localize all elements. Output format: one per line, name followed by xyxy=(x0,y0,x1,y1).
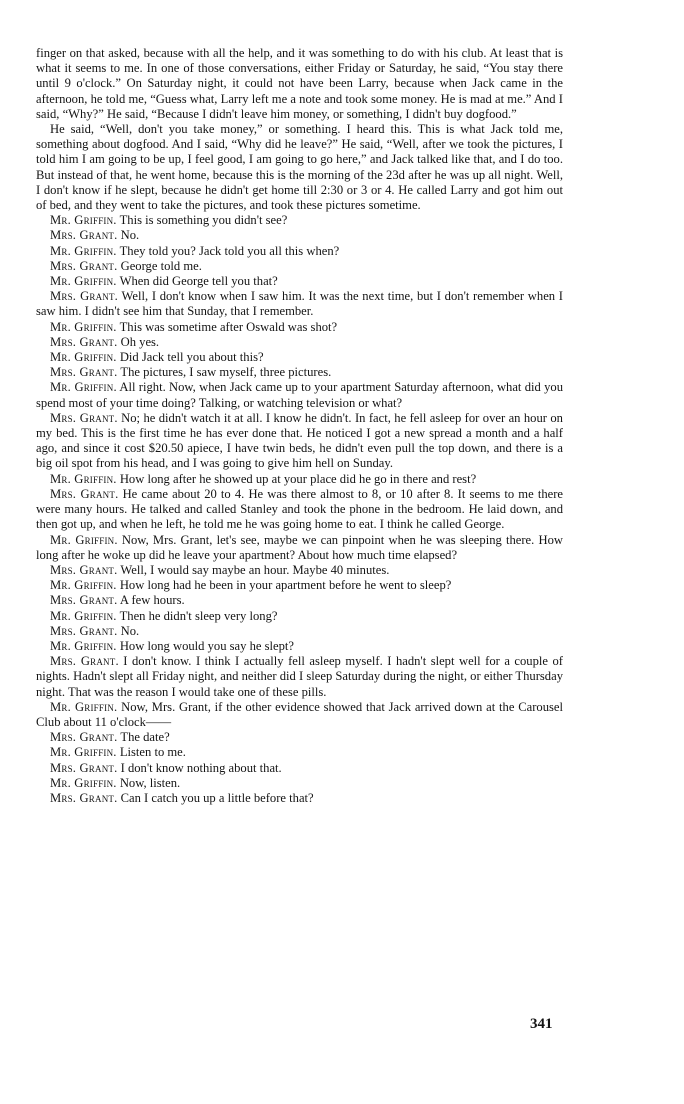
testimony-line xyxy=(36,609,563,624)
speaker-label: Mr. Griffin. xyxy=(50,638,117,653)
paragraph-text: He said, “Well, don't you take money,” or something. I heard this. This is what Jack told me, something about dogfood. And I said, “Why did he leave?” He said, “Well, after we took the pictures, I told him I am going to be up, I feel good, I am going to go here,” and Jack talked like that, and I do too. But instead of that, he went home, because this is the morning of the 23d after he was up all night. Well, I don't know if he slept, because he didn't get home till 2:30 or 3 or 4. He called Larry and got him out of bed, and they went to take the pictures, and took these pictures sometime. xyxy=(36,122,563,213)
speaker-label: Mrs. Grant. xyxy=(50,334,118,349)
testimony-text: No; he didn't watch it at all. I know he didn't. In fact, he fell asleep for over an hour on my bed. This is the first time he has ever done that. He noticed I got a new spread a month and a half ago, and since it cost $20.50 apiece, I have twin beds, he didn't even pull the top down, and there is a big oil spot from his head, and I was going to give him hell on Sunday. xyxy=(36,410,563,471)
speaker-label: Mr. Griffin. xyxy=(50,608,117,623)
testimony-text: I don't know nothing about that. xyxy=(120,760,282,775)
testimony-line xyxy=(36,380,563,410)
testimony-line xyxy=(36,472,563,487)
testimony-line xyxy=(36,791,563,806)
speaker-label: Mrs. Grant. xyxy=(50,654,119,669)
testimony-line xyxy=(36,259,563,274)
testimony-line xyxy=(36,761,563,776)
speaker-label: Mr. Griffin. xyxy=(50,243,117,258)
testimony-text: No. xyxy=(120,623,140,638)
testimony-text: How long after he showed up at your place did he go in there and rest? xyxy=(119,471,477,486)
speaker-label: Mr. Griffin. xyxy=(50,274,117,289)
paragraph-text: finger on that asked, because with all the help, and it was something to do with his club. At least that is what it seems to me. In one of those conversations, either Friday or Saturday, he said, “You stay there until 9 o'clock.” On Saturday night, it could not have been Larry, because when Jack came in the afternoon, he told me, “Guess what, Larry left me a note and took some money. He is mad at me.” And I said, “Why?” He said, “Because I didn't leave him money, or something, I didn't buy dogfood.” xyxy=(36,46,563,121)
speaker-label: Mr. Griffin. xyxy=(50,745,117,760)
testimony-line xyxy=(36,335,563,350)
page-number: 341 xyxy=(530,1016,553,1032)
testimony-line xyxy=(36,533,563,563)
speaker-label: Mrs. Grant. xyxy=(50,623,118,638)
testimony-line xyxy=(36,350,563,365)
testimony-line xyxy=(36,730,563,745)
speaker-label: Mrs. Grant. xyxy=(50,730,118,745)
testimony-text: Then he didn't sleep very long? xyxy=(119,608,278,623)
testimony-line xyxy=(36,776,563,791)
testimony-line xyxy=(36,244,563,259)
speaker-label: Mrs. Grant. xyxy=(50,486,119,501)
speaker-label: Mr. Griffin. xyxy=(50,319,117,334)
testimony-text: How long would you say he slept? xyxy=(119,638,295,653)
testimony-text: They told you? Jack told you all this when? xyxy=(119,243,340,258)
testimony-text: All right. Now, when Jack came up to your apartment Saturday afternoon, what did you spend most of your time doing? Talking, or watching television or what? xyxy=(36,380,563,410)
speaker-label: Mr. Griffin. xyxy=(50,350,117,365)
speaker-label: Mrs. Grant. xyxy=(50,790,118,805)
speaker-label: Mrs. Grant. xyxy=(50,365,118,380)
testimony-line xyxy=(36,289,563,319)
speaker-label: Mr. Griffin. xyxy=(50,380,117,395)
testimony-line xyxy=(36,213,563,228)
speaker-label: Mr. Griffin. xyxy=(50,578,117,593)
speaker-label: Mrs. Grant. xyxy=(50,258,118,273)
transcript-page xyxy=(36,46,563,806)
testimony-line xyxy=(36,639,563,654)
testimony-text: Now, Mrs. Grant, if the other evidence showed that Jack arrived down at the Carousel Club about 11 o'clock—— xyxy=(36,699,563,729)
testimony-text: Well, I don't know when I saw him. It was the next time, but I don't remember when I saw him. I didn't see him that Sunday, that I remember. xyxy=(36,289,564,319)
speaker-label: Mrs. Grant. xyxy=(50,228,118,243)
testimony-text: Now, listen. xyxy=(119,775,181,790)
testimony-line xyxy=(36,563,563,578)
speaker-label: Mrs. Grant. xyxy=(50,410,118,425)
testimony-line xyxy=(36,320,563,335)
testimony-text: No. xyxy=(120,228,140,243)
speaker-label: Mr. Griffin. xyxy=(50,775,117,790)
speaker-label: Mr. Griffin. xyxy=(50,471,117,486)
testimony-text: He came about 20 to 4. He was there almost to 8, or 10 after 8. It seems to me there were many hours. He talked and called Stanley and took the phone in the bedroom. He laid down, and then got up, and when he left, he told me he was going home to eat. I think he called George. xyxy=(36,486,563,532)
speaker-label: Mr. Griffin. xyxy=(50,699,118,714)
testimony-line xyxy=(36,745,563,760)
testimony-text: The date? xyxy=(120,730,170,745)
testimony-line xyxy=(36,578,563,593)
testimony-text: Oh yes. xyxy=(120,334,160,349)
testimony-text: Now, Mrs. Grant, let's see, maybe we can pinpoint when he was sleeping there. How long after he woke up did he leave your apartment? About how much time elapsed? xyxy=(36,532,563,562)
testimony-text: Can I catch you up a little before that? xyxy=(120,790,314,805)
testimony-line xyxy=(36,700,563,730)
speaker-label: Mr. Griffin. xyxy=(50,213,117,228)
testimony-line xyxy=(36,228,563,243)
testimony-text: This was sometime after Oswald was shot? xyxy=(119,319,338,334)
testimony-text: Listen to me. xyxy=(119,745,186,760)
speaker-label: Mrs. Grant. xyxy=(50,289,119,304)
testimony-line xyxy=(36,274,563,289)
testimony-text: The pictures, I saw myself, three pictures. xyxy=(120,365,332,380)
testimony-text: I don't know. I think I actually fell asleep myself. I hadn't slept well for a couple of nights. Hadn't slept all Friday night, and neither did I sleep Saturday during the night, or either Thursday night. That was the reason I would take one of these pills. xyxy=(36,654,563,699)
testimony-line xyxy=(36,654,563,700)
testimony-line xyxy=(36,411,563,472)
testimony-text: A few hours. xyxy=(119,593,185,608)
testimony-text: Did Jack tell you about this? xyxy=(119,350,264,365)
testimony-text: When did George tell you that? xyxy=(119,274,278,289)
testimony-text: Well, I would say maybe an hour. Maybe 40 minutes. xyxy=(120,562,390,577)
testimony-line xyxy=(36,365,563,380)
speaker-label: Mrs. Grant. xyxy=(50,760,118,775)
testimony-line xyxy=(36,593,563,608)
transcript-paragraph xyxy=(36,122,563,213)
testimony-line xyxy=(36,487,563,533)
testimony-text: This is something you didn't see? xyxy=(119,213,288,228)
speaker-label: Mrs. Grant. xyxy=(50,593,118,608)
speaker-label: Mrs. Grant. xyxy=(50,562,118,577)
transcript-paragraph xyxy=(36,46,563,122)
speaker-label: Mr. Griffin. xyxy=(50,532,118,547)
testimony-text: How long had he been in your apartment before he went to sleep? xyxy=(119,578,452,593)
testimony-text: George told me. xyxy=(120,258,202,273)
testimony-line xyxy=(36,624,563,639)
